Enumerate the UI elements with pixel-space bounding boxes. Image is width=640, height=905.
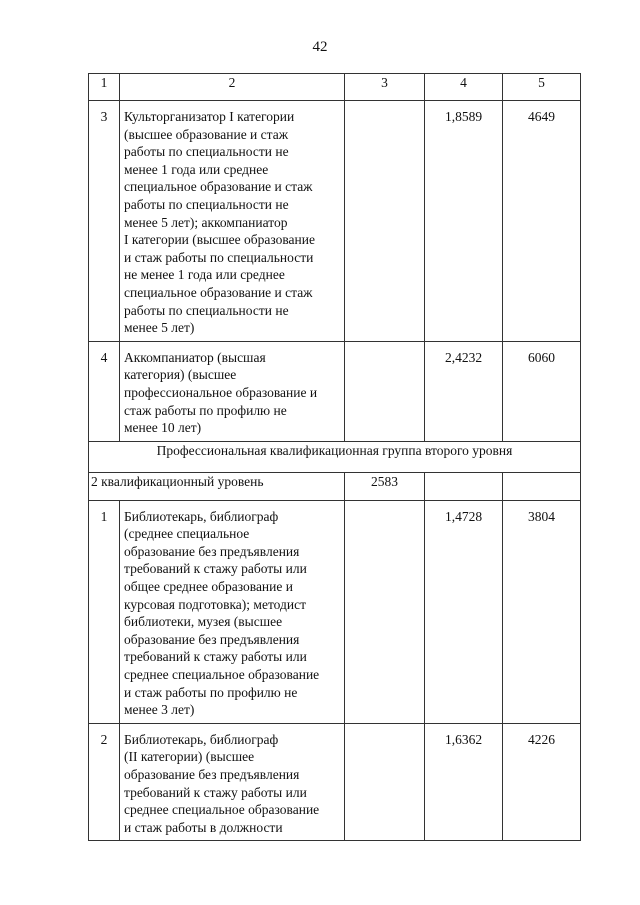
- row-number: 3: [89, 101, 120, 342]
- row-number: 1: [89, 500, 120, 723]
- base-salary-cell: [345, 500, 425, 723]
- header-col-4: 4: [425, 74, 503, 101]
- salary-cell: 6060: [503, 341, 581, 441]
- group-row: [89, 441, 581, 472]
- header-col-2: 2: [120, 74, 345, 101]
- table-row: [89, 500, 581, 723]
- base-salary-cell: [345, 723, 425, 841]
- table-row: [89, 723, 581, 841]
- coefficient-cell: 1,8589: [425, 101, 503, 342]
- empty-cell: [425, 472, 503, 500]
- salary-cell: 3804: [503, 500, 581, 723]
- position-description: Библиотекарь, библиограф (II категории) (высшее образование без предъявления требований к стажу работы или среднее специальное образование и стаж работы в должности: [120, 723, 345, 841]
- level-row: [89, 472, 581, 500]
- coefficient-cell: 1,4728: [425, 500, 503, 723]
- position-description: Культорганизатор I категории (высшее образование и стаж работы по специальности не менее 1 года или среднее специальное образование и стаж работы по специальности не менее 5 лет); аккомпаниатор I категории (высшее образование и стаж работы по специальности не менее 1 года или среднее специальное образование и стаж работы по специальности не менее 5 лет): [120, 101, 345, 342]
- header-col-5: 5: [503, 74, 581, 101]
- table-row: [89, 101, 581, 342]
- salary-cell: 4649: [503, 101, 581, 342]
- table-row: [89, 341, 581, 441]
- salary-table: [88, 73, 581, 841]
- row-number: 2: [89, 723, 120, 841]
- empty-cell: [503, 472, 581, 500]
- level-base-salary: 2583: [345, 472, 425, 500]
- page-number: 42: [312, 39, 328, 55]
- level-label: 2 квалификационный уровень: [89, 472, 345, 500]
- coefficient-cell: 2,4232: [425, 341, 503, 441]
- position-description: Библиотекарь, библиограф (среднее специальное образование без предъявления требований к стажу работы или общее среднее образование и курсовая подготовка); методист библиотеки, музея (высшее образование без предъявления требований к стажу работы или среднее специальное образование и стаж работы по профилю не менее 3 лет): [120, 500, 345, 723]
- coefficient-cell: 1,6362: [425, 723, 503, 841]
- salary-cell: 4226: [503, 723, 581, 841]
- group-title: Профессиональная квалификационная группа второго уровня: [89, 441, 581, 472]
- base-salary-cell: [345, 101, 425, 342]
- header-col-3: 3: [345, 74, 425, 101]
- header-row: [89, 74, 581, 101]
- row-number: 4: [89, 341, 120, 441]
- position-description: Аккомпаниатор (высшая категория) (высшее профессиональное образование и стаж работы по профилю не менее 10 лет): [120, 341, 345, 441]
- base-salary-cell: [345, 341, 425, 441]
- header-col-1: 1: [89, 74, 120, 101]
